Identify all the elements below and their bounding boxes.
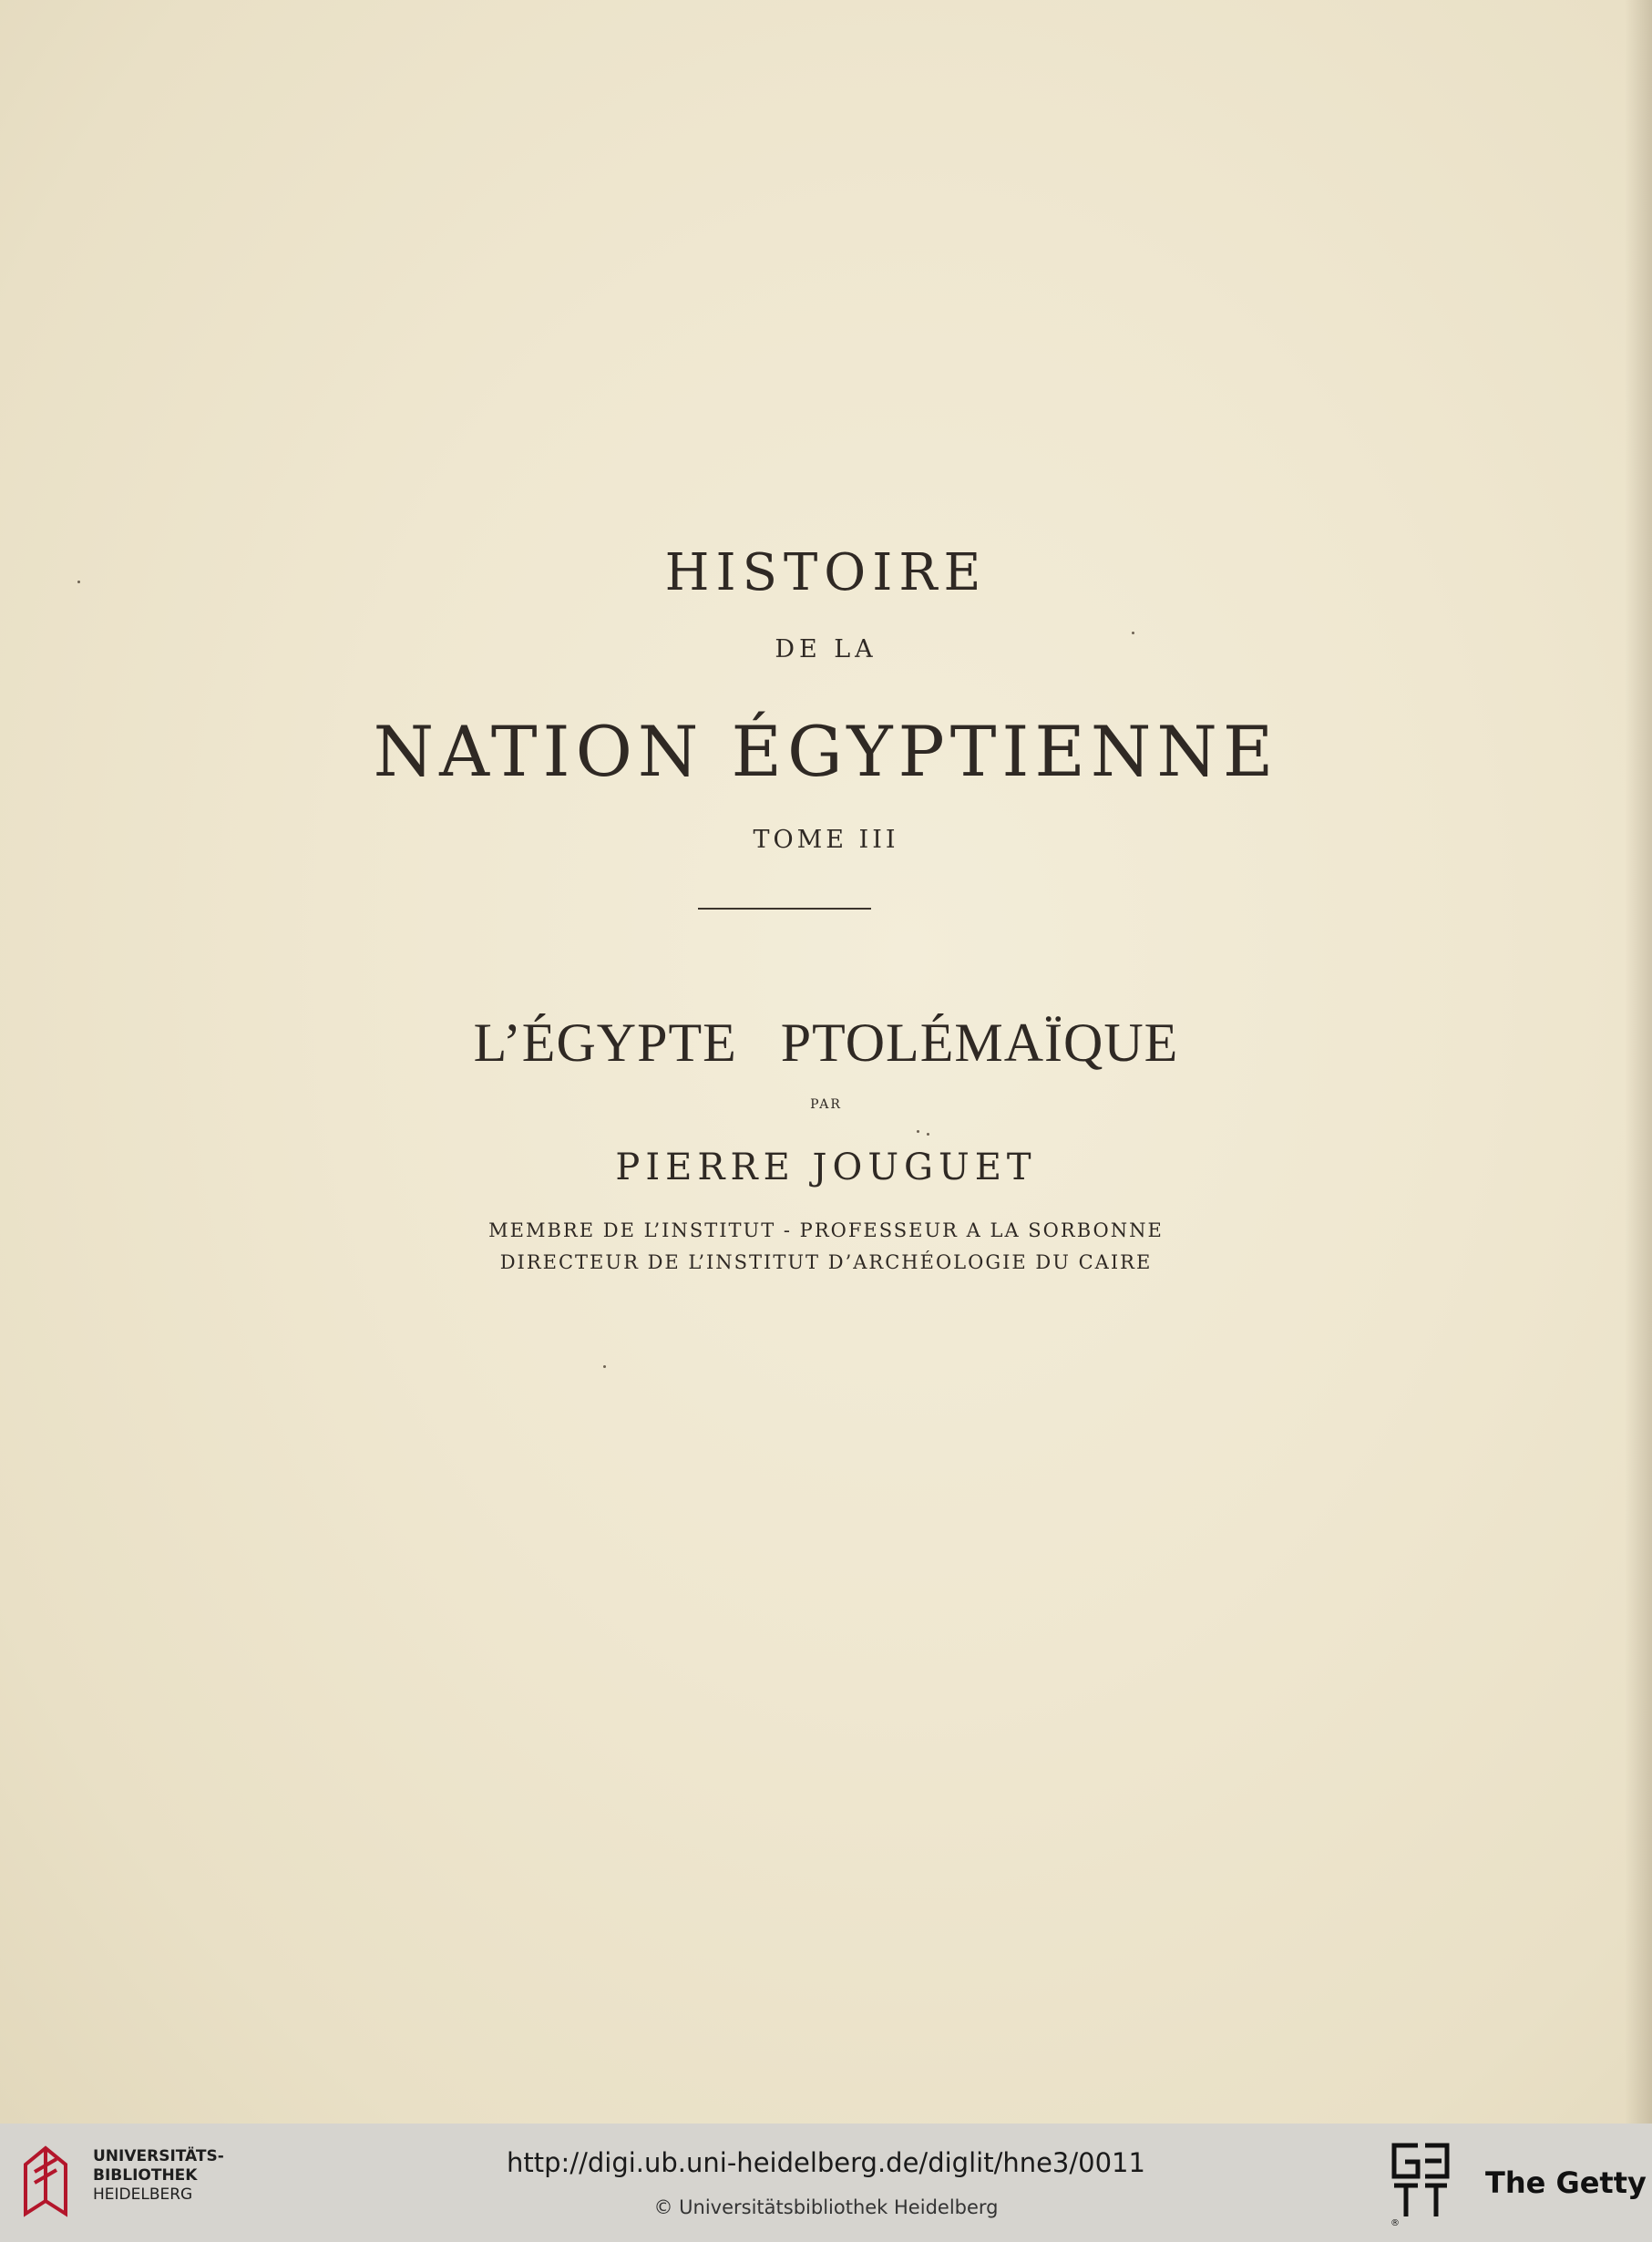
- par-label: PAR: [810, 1097, 842, 1112]
- library-name-line-3: HEIDELBERG: [93, 2185, 193, 2204]
- title-line-de-la: DE LA: [775, 635, 877, 663]
- getty-logo-icon[interactable]: [1387, 2140, 1452, 2227]
- library-name-line-2: BIBLIOTHEK: [93, 2166, 198, 2185]
- author-credit-line-2: DIRECTEUR DE L’INSTITUT D’ARCHÉOLOGIE DU CAIRE: [499, 1251, 1153, 1273]
- partner-name: The Getty: [1485, 2165, 1647, 2200]
- title-line-nation: NATION ÉGYPTIENNE: [373, 711, 1279, 792]
- copyright-notice: © Universitätsbibliothek Heidelberg: [653, 2196, 999, 2218]
- author-credit-line-1: MEMBRE DE L’INSTITUT - PROFESSEUR A LA SORBONNE: [488, 1219, 1164, 1241]
- paper-speck: [927, 1133, 929, 1136]
- paper-speck: [1132, 632, 1134, 634]
- paper-speck: [77, 581, 80, 583]
- title-divider-rule: [698, 908, 871, 910]
- permalink-url[interactable]: http://digi.ub.uni-heidelberg.de/diglit/hne3/0011: [507, 2147, 1145, 2178]
- library-name-line-1: UNIVERSITÄTS-: [93, 2147, 224, 2165]
- volume-subtitle: L’ÉGYPTE PTOLÉMAÏQUE: [473, 1013, 1179, 1073]
- tome-label: TOME III: [753, 826, 899, 854]
- paper-speck: [917, 1130, 919, 1133]
- title-line-histoire: HISTOIRE: [664, 543, 988, 602]
- paper-speck: [603, 1365, 606, 1368]
- author-name: PIERRE JOUGUET: [615, 1147, 1037, 1188]
- svg-text:®: ®: [1390, 2218, 1400, 2227]
